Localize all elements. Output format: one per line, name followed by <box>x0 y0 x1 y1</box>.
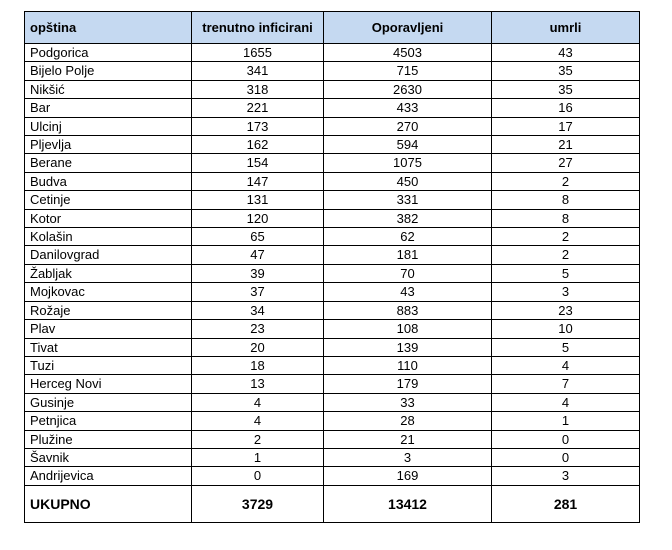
cell-opstina: Pljevlja <box>25 136 192 154</box>
cell-umrli: 2 <box>492 246 640 264</box>
header-row <box>25 12 640 44</box>
cell-oporavljeni: 883 <box>324 301 492 319</box>
cell-inficirani: 20 <box>192 338 324 356</box>
cell-opstina: Andrijevica <box>25 467 192 485</box>
cell-inficirani: 131 <box>192 191 324 209</box>
cell-opstina: Plav <box>25 320 192 338</box>
cell-opstina: Petnjica <box>25 412 192 430</box>
cell-oporavljeni: 433 <box>324 99 492 117</box>
cell-oporavljeni: 33 <box>324 393 492 411</box>
cell-opstina: Rožaje <box>25 301 192 319</box>
cell-opstina: Žabljak <box>25 264 192 282</box>
cell-umrli: 2 <box>492 228 640 246</box>
cell-opstina: Kolašin <box>25 228 192 246</box>
cell-umrli: 0 <box>492 448 640 466</box>
cell-inficirani: 120 <box>192 209 324 227</box>
cell-oporavljeni: 181 <box>324 246 492 264</box>
cell-umrli: 1 <box>492 412 640 430</box>
header-oporavljeni: Oporavljeni <box>324 12 492 44</box>
cell-umrli: 5 <box>492 264 640 282</box>
cell-oporavljeni: 1075 <box>324 154 492 172</box>
cell-umrli: 2 <box>492 172 640 190</box>
cell-opstina: Cetinje <box>25 191 192 209</box>
header-opstina: opština <box>25 12 192 44</box>
table-row <box>25 375 640 393</box>
cell-opstina: Ulcinj <box>25 117 192 135</box>
cell-umrli: 43 <box>492 44 640 62</box>
cell-oporavljeni: 179 <box>324 375 492 393</box>
cell-opstina: Podgorica <box>25 44 192 62</box>
cell-oporavljeni: 270 <box>324 117 492 135</box>
cell-oporavljeni: 21 <box>324 430 492 448</box>
total-oporavljeni: 13412 <box>324 485 492 522</box>
cell-inficirani: 0 <box>192 467 324 485</box>
cell-oporavljeni: 3 <box>324 448 492 466</box>
cell-oporavljeni: 43 <box>324 283 492 301</box>
table-row <box>25 264 640 282</box>
table-row <box>25 320 640 338</box>
cell-inficirani: 23 <box>192 320 324 338</box>
cell-opstina: Danilovgrad <box>25 246 192 264</box>
cell-opstina: Šavnik <box>25 448 192 466</box>
table-body <box>25 44 640 486</box>
cell-umrli: 4 <box>492 393 640 411</box>
cell-inficirani: 2 <box>192 430 324 448</box>
table-row <box>25 338 640 356</box>
cell-inficirani: 13 <box>192 375 324 393</box>
cell-inficirani: 173 <box>192 117 324 135</box>
cell-oporavljeni: 139 <box>324 338 492 356</box>
cell-umrli: 16 <box>492 99 640 117</box>
cell-inficirani: 1 <box>192 448 324 466</box>
cell-opstina: Bijelo Polje <box>25 62 192 80</box>
table-row <box>25 448 640 466</box>
table-row <box>25 393 640 411</box>
cell-opstina: Tuzi <box>25 356 192 374</box>
cell-oporavljeni: 169 <box>324 467 492 485</box>
table-row <box>25 172 640 190</box>
cell-opstina: Mojkovac <box>25 283 192 301</box>
total-inficirani: 3729 <box>192 485 324 522</box>
cell-inficirani: 65 <box>192 228 324 246</box>
cell-oporavljeni: 62 <box>324 228 492 246</box>
cell-opstina: Herceg Novi <box>25 375 192 393</box>
cell-inficirani: 162 <box>192 136 324 154</box>
table-header <box>25 12 640 44</box>
table-row <box>25 191 640 209</box>
cell-umrli: 21 <box>492 136 640 154</box>
table-row <box>25 246 640 264</box>
table-row <box>25 301 640 319</box>
cell-inficirani: 47 <box>192 246 324 264</box>
cell-oporavljeni: 110 <box>324 356 492 374</box>
table-row <box>25 467 640 485</box>
table-row <box>25 99 640 117</box>
cell-oporavljeni: 108 <box>324 320 492 338</box>
cell-umrli: 3 <box>492 467 640 485</box>
table-row <box>25 80 640 98</box>
cell-inficirani: 18 <box>192 356 324 374</box>
cell-inficirani: 154 <box>192 154 324 172</box>
cell-opstina: Nikšić <box>25 80 192 98</box>
municipality-covid-table <box>24 11 640 523</box>
cell-opstina: Plužine <box>25 430 192 448</box>
cell-opstina: Berane <box>25 154 192 172</box>
table-row <box>25 412 640 430</box>
cell-umrli: 3 <box>492 283 640 301</box>
cell-oporavljeni: 715 <box>324 62 492 80</box>
table-row <box>25 44 640 62</box>
total-row <box>25 485 640 522</box>
table-row <box>25 117 640 135</box>
cell-umrli: 0 <box>492 430 640 448</box>
cell-opstina: Gusinje <box>25 393 192 411</box>
cell-opstina: Kotor <box>25 209 192 227</box>
cell-umrli: 10 <box>492 320 640 338</box>
cell-oporavljeni: 28 <box>324 412 492 430</box>
cell-umrli: 27 <box>492 154 640 172</box>
cell-umrli: 8 <box>492 191 640 209</box>
cell-oporavljeni: 382 <box>324 209 492 227</box>
cell-inficirani: 221 <box>192 99 324 117</box>
cell-inficirani: 39 <box>192 264 324 282</box>
cell-umrli: 8 <box>492 209 640 227</box>
cell-opstina: Bar <box>25 99 192 117</box>
cell-inficirani: 318 <box>192 80 324 98</box>
table-row <box>25 209 640 227</box>
header-umrli: umrli <box>492 12 640 44</box>
total-umrli: 281 <box>492 485 640 522</box>
cell-inficirani: 4 <box>192 412 324 430</box>
cell-oporavljeni: 450 <box>324 172 492 190</box>
table-row <box>25 356 640 374</box>
cell-umrli: 17 <box>492 117 640 135</box>
cell-umrli: 5 <box>492 338 640 356</box>
cell-oporavljeni: 4503 <box>324 44 492 62</box>
cell-inficirani: 37 <box>192 283 324 301</box>
table-row <box>25 62 640 80</box>
cell-opstina: Tivat <box>25 338 192 356</box>
cell-umrli: 7 <box>492 375 640 393</box>
cell-umrli: 35 <box>492 62 640 80</box>
cell-inficirani: 4 <box>192 393 324 411</box>
table-row <box>25 228 640 246</box>
header-trenutno-inficirani: trenutno inficirani <box>192 12 324 44</box>
cell-oporavljeni: 594 <box>324 136 492 154</box>
cell-oporavljeni: 2630 <box>324 80 492 98</box>
table-row <box>25 136 640 154</box>
cell-inficirani: 147 <box>192 172 324 190</box>
table-row <box>25 430 640 448</box>
cell-umrli: 23 <box>492 301 640 319</box>
cell-umrli: 4 <box>492 356 640 374</box>
table-row <box>25 283 640 301</box>
total-label: UKUPNO <box>25 485 192 522</box>
cell-oporavljeni: 70 <box>324 264 492 282</box>
table-row <box>25 154 640 172</box>
cell-oporavljeni: 331 <box>324 191 492 209</box>
cell-opstina: Budva <box>25 172 192 190</box>
cell-inficirani: 341 <box>192 62 324 80</box>
table-footer <box>25 485 640 522</box>
cell-inficirani: 34 <box>192 301 324 319</box>
cell-inficirani: 1655 <box>192 44 324 62</box>
cell-umrli: 35 <box>492 80 640 98</box>
